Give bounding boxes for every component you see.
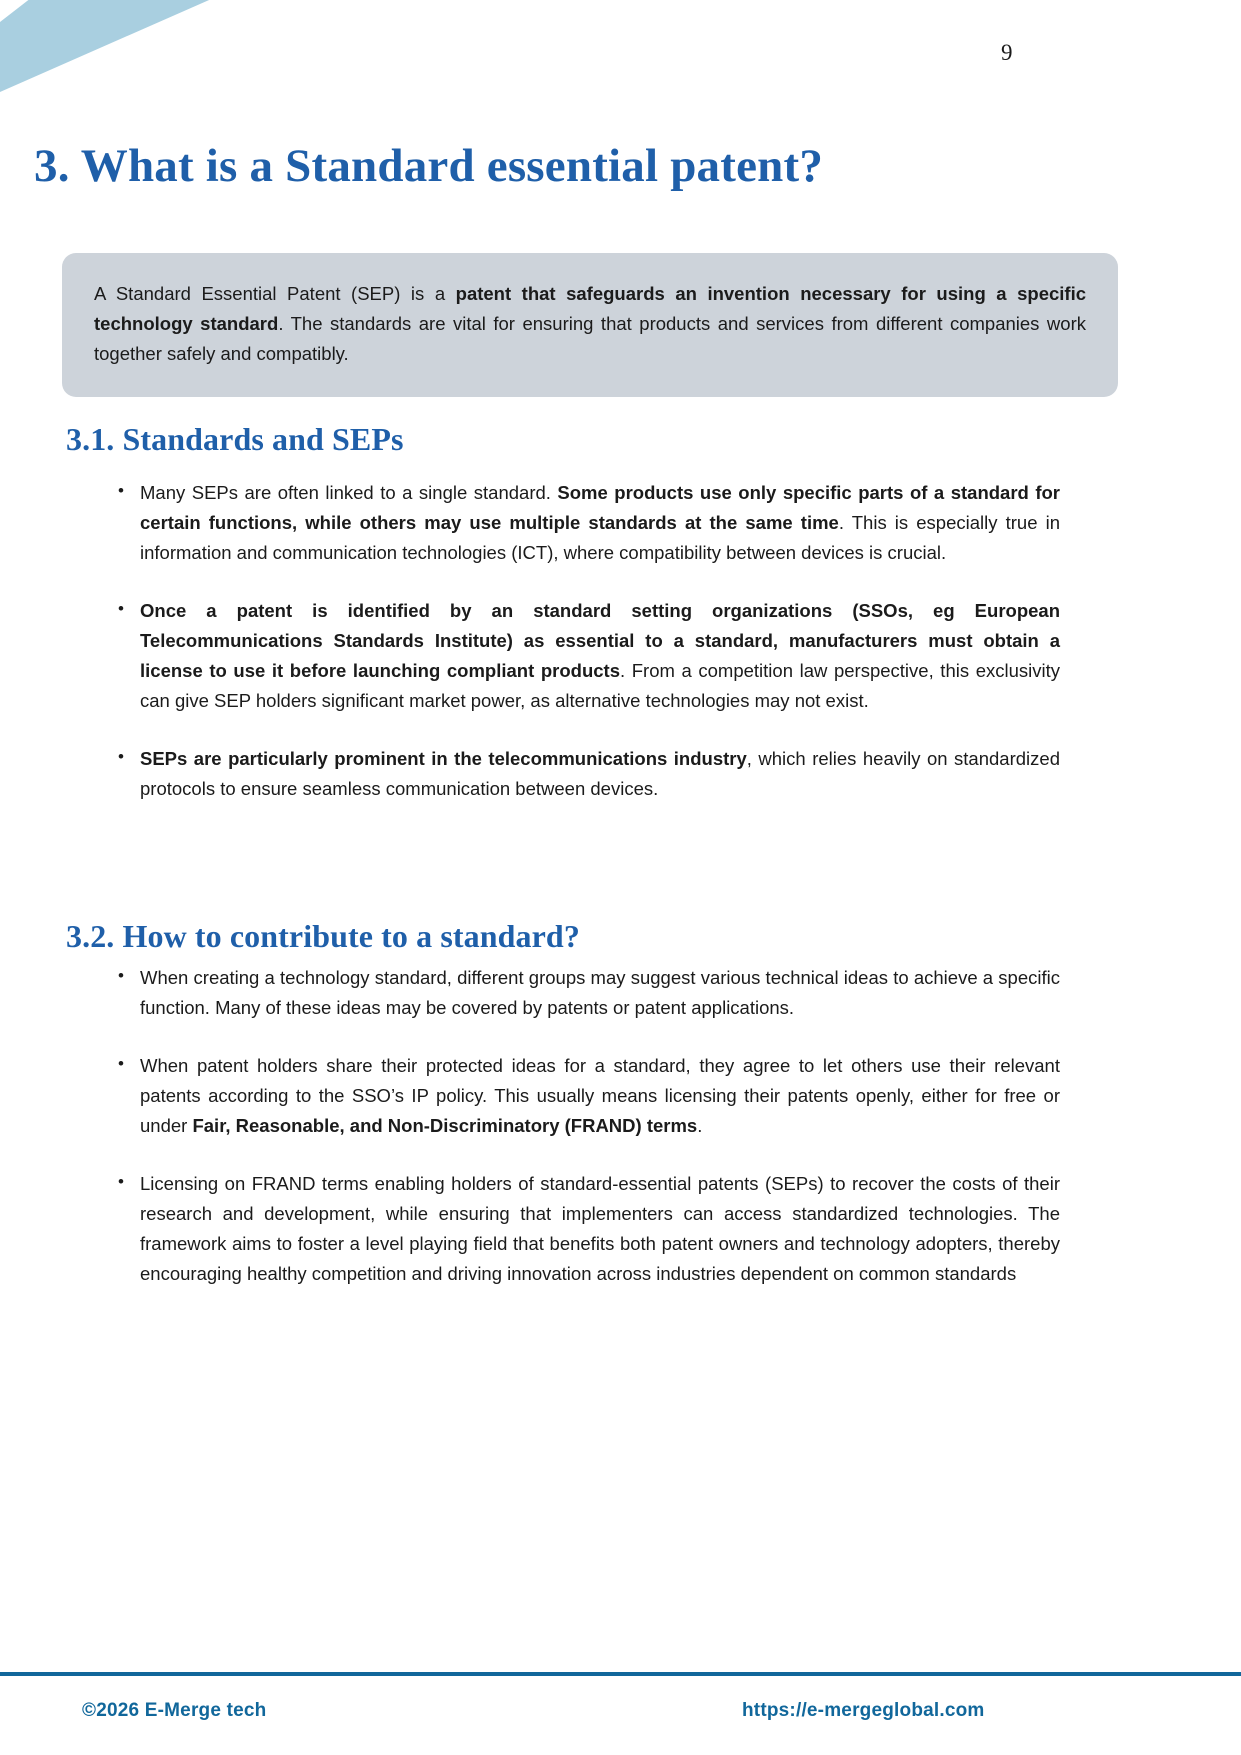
list-item bbox=[110, 1169, 1060, 1289]
bullet-text-bold: Fair, Reasonable, and Non-Discriminatory (FRAND) terms bbox=[192, 1114, 698, 1136]
footer-divider-rule bbox=[0, 1672, 1241, 1676]
callout-text-part-1: A Standard Essential Patent (SEP) is a bbox=[94, 283, 456, 304]
page-title: 3. What is a Standard essential patent? bbox=[34, 140, 824, 192]
callout-bold-phrase: patent that safeguards an invention necessary for using a specific technology standard bbox=[94, 283, 1087, 334]
definition-callout-box bbox=[62, 253, 1118, 397]
footer-website-link[interactable]: https://e-mergeglobal.com bbox=[742, 1700, 985, 1721]
callout-text-part-2: . The standards are vital for ensuring that products and services from different companies work together safely and compatibly. bbox=[94, 312, 1086, 364]
page-number: 9 bbox=[1001, 40, 1013, 65]
definition-callout-text bbox=[94, 279, 1086, 369]
page-footer bbox=[0, 1690, 1241, 1750]
bullet-text-tail: . From a competition law perspective, this exclusivity can give SEP holders significant market power, as alternative technologies may not exist. bbox=[140, 659, 1060, 711]
list-item bbox=[110, 1051, 1060, 1141]
bullet-text-bold: Once a patent is identified by an standard setting organizations (SSOs, eg European Telecommunications Standards Institute) as essential to a standard, manufacturers must obtain a license to use it before launching compliant products bbox=[140, 599, 1060, 681]
bullet-text-lead: Licensing on FRAND terms enabling holders of standard-essential patents (SEPs) to recover the costs of their research and development, while ensuring that implementers can access standardized technologies. The framework aims to foster a level playing field that benefits both patent owners and technology adopters, thereby encouraging healthy competition and driving innovation across industries dependent on common standards bbox=[140, 1172, 1060, 1284]
section-3-2-bullet-list bbox=[110, 963, 1060, 1289]
header-diagonal-stripe-decoration bbox=[0, 0, 300, 95]
list-item bbox=[110, 963, 1060, 1023]
bullet-text-bold: SEPs are particularly prominent in the telecommunications industry bbox=[140, 747, 747, 769]
list-item bbox=[110, 744, 1060, 804]
section-3-1-bullet-list bbox=[110, 478, 1060, 804]
bullet-text-lead: When patent holders share their protected ideas for a standard, they agree to let others use their relevant patents according to the SSO’s IP policy. This usually means licensing their patents openly, either for free or under bbox=[140, 1054, 1060, 1136]
bullet-text-bold: Some products use only specific parts of a standard for certain functions, while others may use multiple standards at the same time bbox=[140, 482, 1060, 533]
bullet-text-lead: Many SEPs are often linked to a single standard. bbox=[140, 482, 558, 503]
list-item bbox=[110, 596, 1060, 716]
footer-copyright: ©2026 E-Merge tech bbox=[82, 1700, 267, 1721]
section-heading-3-2: 3.2. How to contribute to a standard? bbox=[66, 918, 580, 954]
bullet-text-tail: . This is especially true in information and communication technologies (ICT), where compatibility between devices is crucial. bbox=[140, 511, 1060, 563]
list-item bbox=[110, 478, 1060, 568]
section-heading-3-1: 3.1. Standards and SEPs bbox=[66, 421, 404, 457]
bullet-text-tail: , which relies heavily on standardized protocols to ensure seamless communication between devices. bbox=[140, 747, 1060, 799]
bullet-text-tail: . bbox=[697, 1114, 703, 1136]
bullet-text-lead: When creating a technology standard, different groups may suggest various technical ideas to achieve a specific function. Many of these ideas may be covered by patents or patent applications. bbox=[140, 967, 1060, 1018]
